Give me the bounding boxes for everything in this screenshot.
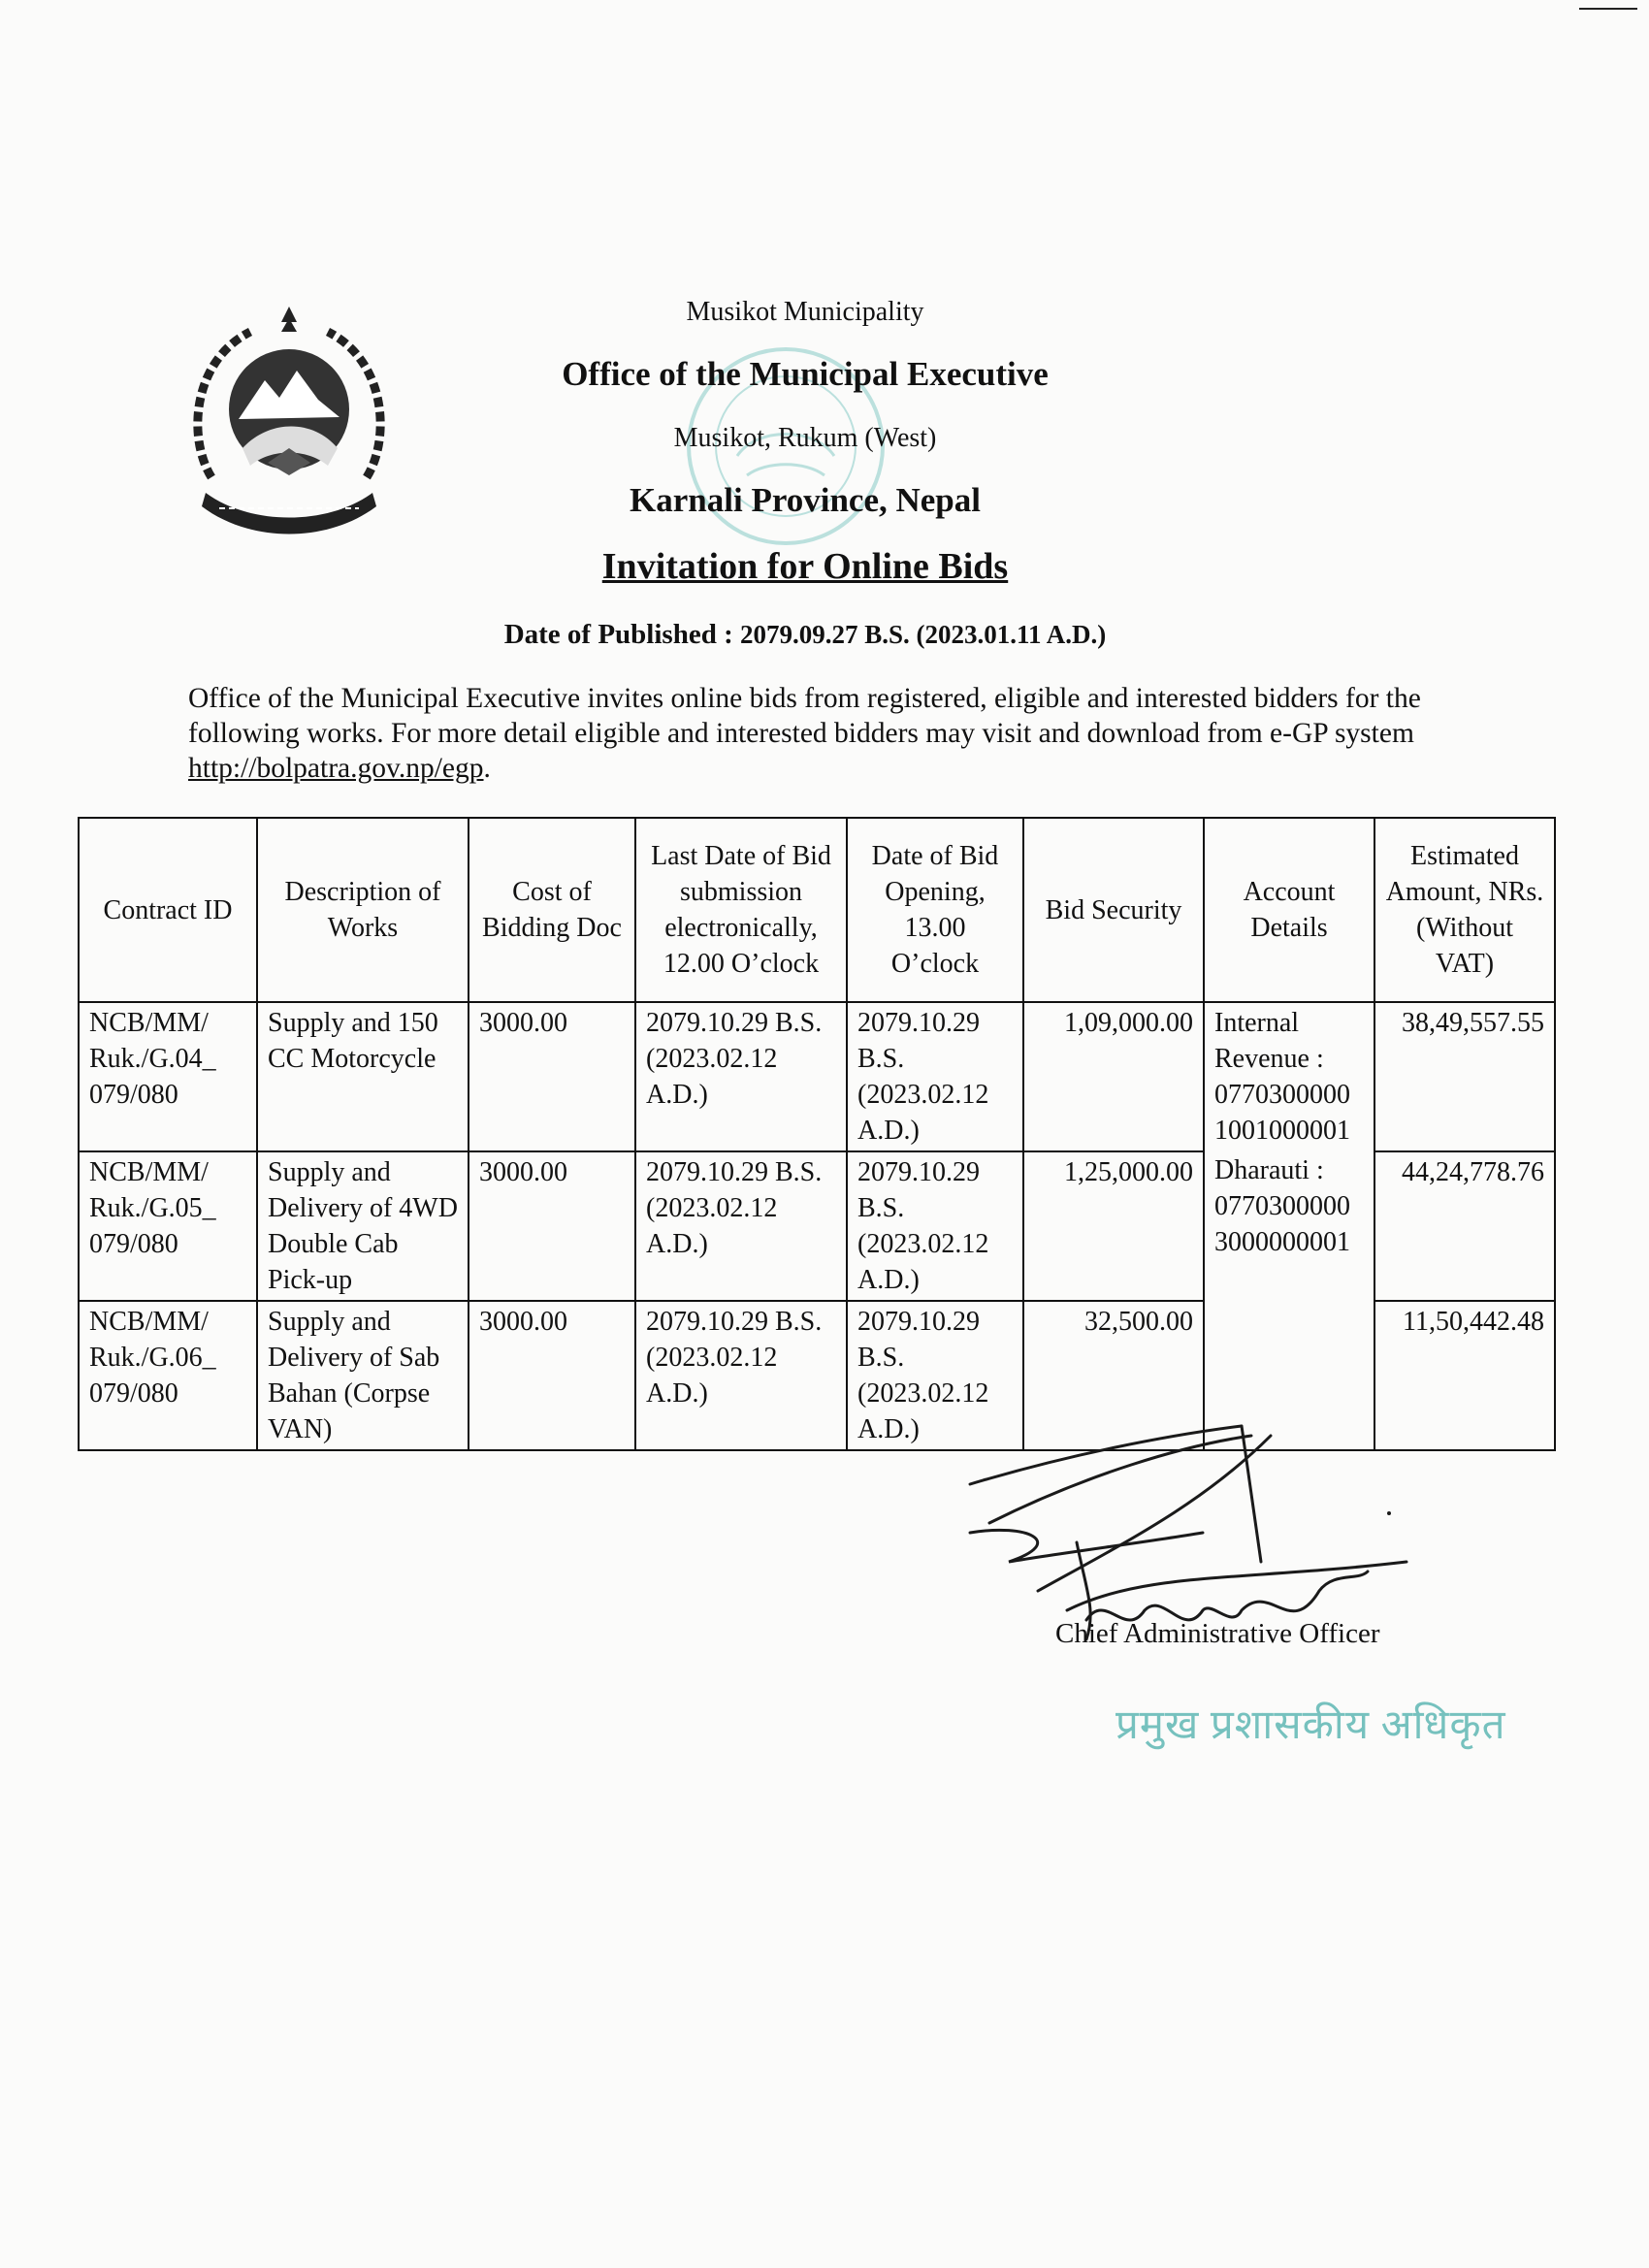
col-header-estimated-amount: Estimated Amount, NRs. (Without VAT) <box>1374 818 1555 1002</box>
cell-contract-id: NCB/MM/ Ruk./G.04_ 079/080 <box>79 1002 257 1151</box>
published-date <box>0 619 1610 651</box>
cell-account-details <box>1204 1002 1374 1450</box>
scan-edge-mark <box>1579 8 1637 10</box>
page-title: Invitation for Online Bids <box>601 546 1009 587</box>
col-header-contract-id: Contract ID <box>79 818 257 1002</box>
dharauti-account: 0770300000 3000000001 <box>1214 1191 1350 1257</box>
cell-last-date: 2079.10.29 B.S. (2023.02.12 A.D.) <box>635 1301 847 1450</box>
cell-estimated-amount: 11,50,442.48 <box>1374 1301 1555 1450</box>
cell-bid-security: 1,09,000.00 <box>1023 1002 1204 1151</box>
col-header-last-date: Last Date of Bid submission electronically, 12.00 O’clock <box>635 818 847 1002</box>
cell-description: Supply and 150 CC Motorcycle <box>257 1002 469 1151</box>
office-name: Office of the Municipal Executive <box>562 355 1049 393</box>
cell-last-date: 2079.10.29 B.S. (2023.02.12 A.D.) <box>635 1151 847 1301</box>
cell-cost: 3000.00 <box>469 1151 635 1301</box>
published-date-value: 2079.09.27 B.S. (2023.01.11 A.D.) <box>740 620 1107 649</box>
dharauti-label: Dharauti : <box>1214 1155 1324 1185</box>
cell-opening-date: 2079.10.29 B.S. (2023.02.12 A.D.) <box>847 1002 1023 1151</box>
col-header-bid-security: Bid Security <box>1023 818 1204 1002</box>
egp-link[interactable]: http://bolpatra.gov.np/egp <box>188 753 484 784</box>
table-header-row <box>79 818 1555 1002</box>
col-header-cost: Cost of Bidding Doc <box>469 818 635 1002</box>
cell-opening-date: 2079.10.29 B.S. (2023.02.12 A.D.) <box>847 1301 1023 1450</box>
internal-revenue-account: 0770300000 1001000001 <box>1214 1080 1350 1146</box>
office-address: Musikot, Rukum (West) <box>673 423 937 453</box>
cell-contract-id: NCB/MM/ Ruk./G.05_ 079/080 <box>79 1151 257 1301</box>
bids-table <box>78 817 1556 1451</box>
table-row <box>79 1002 1555 1151</box>
cell-description: Supply and Delivery of 4WD Double Cab Pick-up <box>257 1151 469 1301</box>
cell-contract-id: NCB/MM/ Ruk./G.06_ 079/080 <box>79 1301 257 1450</box>
municipality-name: Musikot Municipality <box>686 297 924 327</box>
cell-description: Supply and Delivery of Sab Bahan (Corpse VAN) <box>257 1301 469 1450</box>
cell-estimated-amount: 38,49,557.55 <box>1374 1002 1555 1151</box>
cell-cost: 3000.00 <box>469 1002 635 1151</box>
province-name: Karnali Province, Nepal <box>630 481 981 519</box>
cell-bid-security: 1,25,000.00 <box>1023 1151 1204 1301</box>
intro-end: . <box>483 753 491 784</box>
signatory-title: Chief Administrative Officer <box>1055 1618 1380 1649</box>
col-header-opening-date: Date of Bid Opening, 13.00 O’clock <box>847 818 1023 1002</box>
published-date-label: Date of Published : <box>503 619 733 650</box>
col-header-account-details: Account Details <box>1204 818 1374 1002</box>
cell-cost: 3000.00 <box>469 1301 635 1450</box>
cell-opening-date: 2079.10.29 B.S. (2023.02.12 A.D.) <box>847 1151 1023 1301</box>
cell-bid-security: 32,500.00 <box>1023 1301 1204 1450</box>
intro-paragraph <box>188 681 1439 786</box>
col-header-description: Description of Works <box>257 818 469 1002</box>
cell-last-date: 2079.10.29 B.S. (2023.02.12 A.D.) <box>635 1002 847 1151</box>
officer-stamp: प्रमुख प्रशासकीय अधिकृत <box>1116 1703 1506 1748</box>
intro-text: Office of the Municipal Executive invites online bids from registered, eligible and interested bidders for the following works. For more detail eligible and interested bidders may visit and download from e-GP system <box>188 683 1421 749</box>
cell-estimated-amount: 44,24,778.76 <box>1374 1151 1555 1301</box>
internal-revenue-label: Internal Revenue : <box>1214 1008 1324 1074</box>
